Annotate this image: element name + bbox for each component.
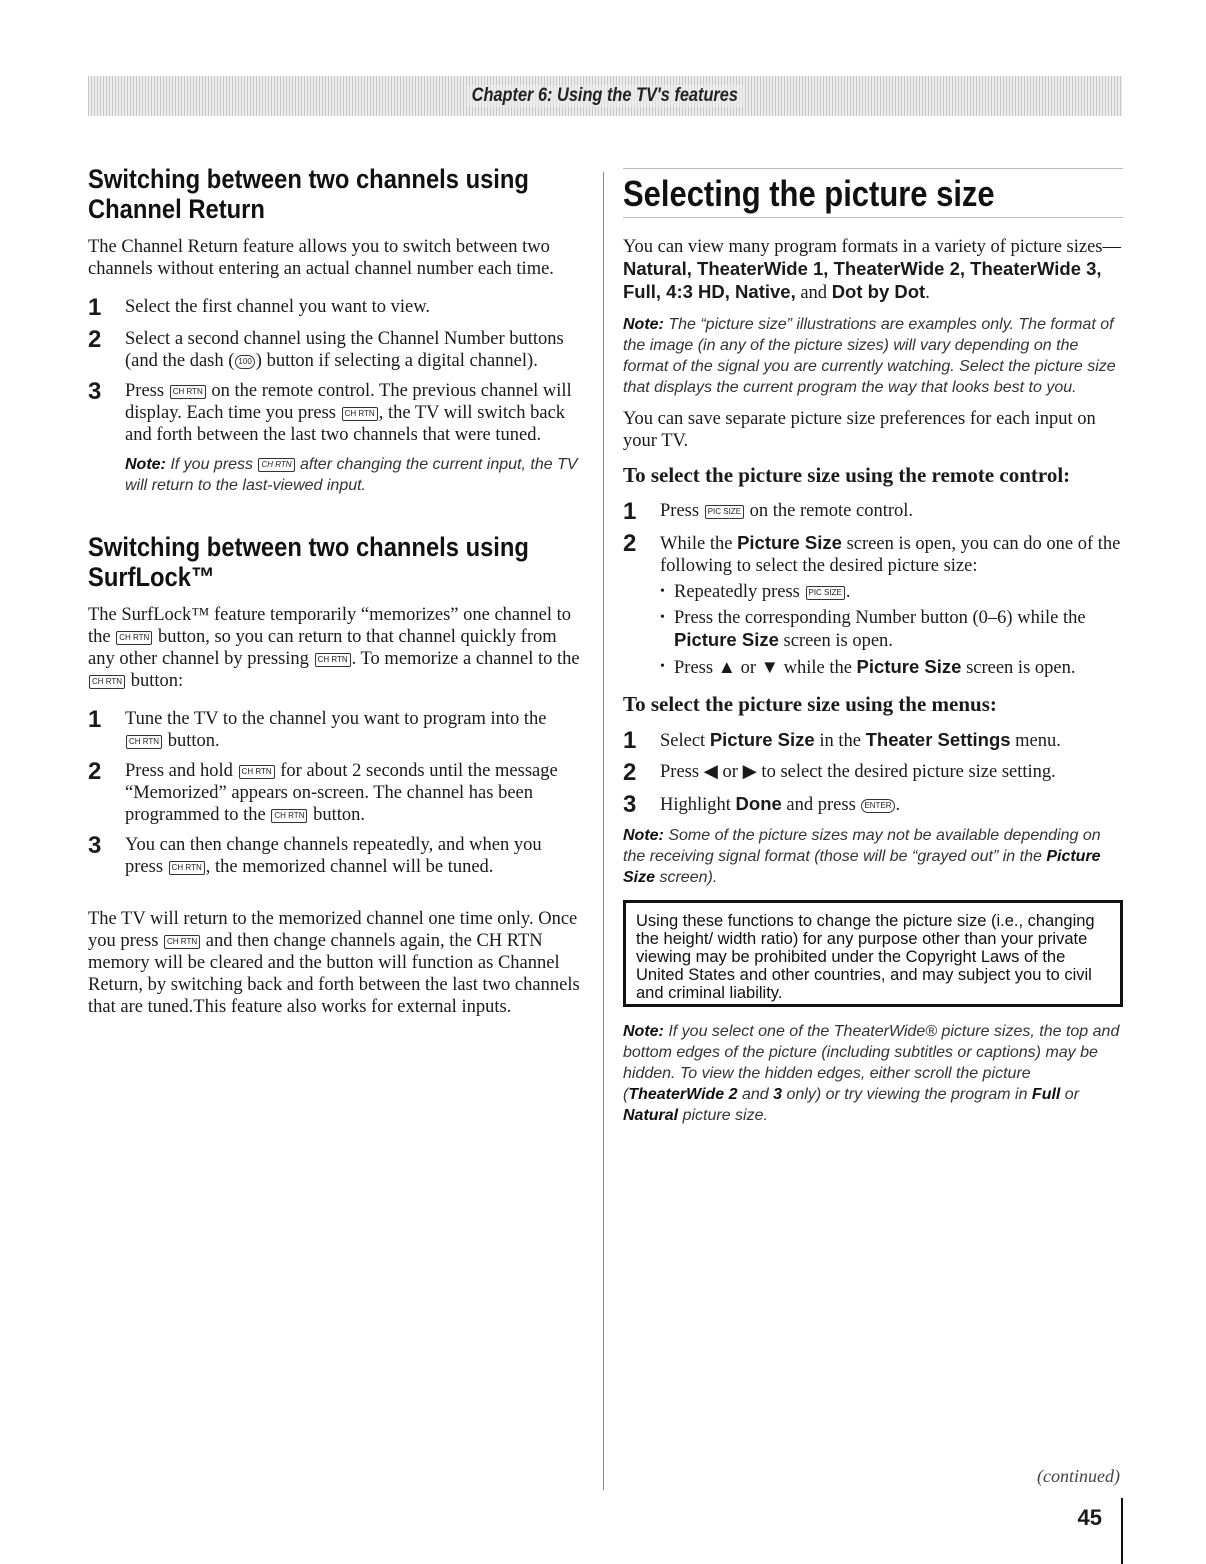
list-item (88, 296, 584, 320)
page-number: 45 (1077, 1505, 1102, 1530)
list-item (88, 708, 584, 752)
step-number: 1 (88, 706, 102, 733)
step-number: 1 (88, 294, 102, 321)
pic-size-button-icon: PIC SIZE (705, 505, 744, 519)
ch-rtn-button-icon: CH RTN (342, 407, 378, 421)
picture-size-bullets (660, 581, 1123, 679)
step-number: 2 (88, 758, 102, 785)
pic-size-button-icon: PIC SIZE (806, 586, 845, 600)
ch-rtn-button-icon: CH RTN (126, 735, 162, 749)
remote-control-subheading: To select the picture size using the remote control: (623, 463, 1071, 487)
ch-rtn-button-icon: CH RTN (164, 935, 200, 949)
step-text: Highlight Done and press ENTER . (660, 793, 901, 815)
list-item: • Repeatedly press PIC SIZE . (660, 581, 1123, 603)
step-text: Select Picture Size in the Theater Settings menu. (660, 729, 1061, 751)
surflock-intro: The SurfLock™ feature temporarily “memorizes” one channel to the CH RTN button, so you can return to that channel quickly from any other channel by pressing CH RTN . To memorize a channel to the CH RTN button: (88, 605, 580, 691)
left-column (88, 164, 584, 1018)
step-text: Select a second channel using the Channel Number buttons (and the dash ( 100 ) button if selecting a digital channel). (125, 329, 564, 371)
continued-label: (continued) (1037, 1466, 1120, 1486)
chapter-title: Chapter 6: Using the TV's features (467, 85, 744, 107)
ch-rtn-button-icon: CH RTN (170, 385, 206, 399)
step-text: Select the first channel you want to view. (125, 297, 430, 317)
list-item (623, 793, 1123, 817)
section-title-surflock: Switching between two channels using SurfLock™ (88, 532, 529, 592)
list-item (623, 729, 1123, 753)
menus-subheading: To select the picture size using the menus: (623, 692, 997, 716)
channel-return-intro: The Channel Return feature allows you to switch between two channels without entering an actual channel number each time. (88, 237, 554, 279)
ch-rtn-button-icon: CH RTN (315, 653, 351, 667)
availability-note: Note: Some of the picture sizes may not be available depending on the receiving signal format (those will be “grayed out” in the Picture Size screen). (623, 827, 1101, 886)
remote-steps (623, 500, 1123, 679)
list-item (623, 761, 1123, 785)
section-title-channel-return: Switching between two channels using Channel Return (88, 164, 529, 224)
step-number: 3 (88, 832, 102, 859)
step-text: You can then change channels repeatedly, and when you press CH RTN , the memorized channel will be tuned. (125, 835, 542, 877)
ch-rtn-button-icon: CH RTN (116, 631, 152, 645)
list-item (623, 532, 1123, 577)
enter-button-icon: ENTER (861, 799, 894, 813)
step-text: Press CH RTN on the remote control. The previous channel will display. Each time you press CH RTN , the TV will switch back and forth between the last two channels that were tuned. (125, 381, 572, 445)
list-item: • Press ▲ or ▼ while the Picture Size screen is open. (660, 656, 1123, 679)
channel-return-note: Note: If you press CH RTN after changing the current input, the TV will return to the last-viewed input. (125, 456, 578, 494)
list-item: • Press the corresponding Number button (0–6) while the Picture Size screen is open. (660, 607, 1123, 652)
step-text: Press PIC SIZE on the remote control. (660, 501, 914, 521)
channel-return-steps (88, 296, 584, 446)
copyright-warning-text: Using these functions to change the picture size (i.e., changing the height/ width ratio) for any purpose other than your private viewing may be prohibited under the Copyright Laws of the United States and other countries, and may subject you to civil and criminal liability. (636, 912, 1095, 1002)
column-divider (603, 172, 604, 1490)
chapter-header (88, 76, 1122, 116)
picture-size-heading-rule (623, 168, 1123, 218)
right-column (623, 168, 1123, 1126)
picture-size-note: Note: The “picture size” illustrations are examples only. The format of the image (in any of the picture sizes) will vary depending on the format of the signal you are currently watching. Select the picture size that displays the current program the way that looks best to you. (623, 316, 1116, 396)
step-number: 2 (88, 326, 102, 353)
step-number: 2 (623, 759, 637, 786)
step-text: Press and hold CH RTN for about 2 seconds until the message “Memorized” appears on-screen. The channel has been programmed to the CH RTN button. (125, 761, 558, 825)
ch-rtn-button-icon: CH RTN (258, 458, 294, 472)
list-item (623, 500, 1123, 524)
list-item (88, 760, 584, 826)
step-number: 2 (623, 530, 637, 557)
ch-rtn-button-icon: CH RTN (239, 765, 275, 779)
surflock-outro: The TV will return to the memorized channel one time only. Once you press CH RTN and then change channels again, the CH RTN memory will be cleared and the button will function as Channel Return, by switching back and forth between the last two channels that are tuned.This feature also works for external inputs. (88, 909, 580, 1017)
step-text: Press ◀ or ▶ to select the desired picture size setting. (660, 762, 1056, 782)
menu-steps (623, 729, 1123, 817)
page-title: Selecting the picture size (623, 173, 995, 214)
dash-100-button-icon: 100 (235, 355, 254, 369)
step-text: Tune the TV to the channel you want to program into the CH RTN button. (125, 709, 547, 751)
save-preference-text: You can save separate picture size preferences for each input on your TV. (623, 409, 1096, 451)
copyright-warning-box (623, 900, 1123, 1007)
step-text: While the Picture Size screen is open, you can do one of the following to select the desired picture size: (660, 532, 1121, 576)
ch-rtn-button-icon: CH RTN (169, 861, 205, 875)
list-item (88, 328, 584, 372)
ch-rtn-button-icon: CH RTN (89, 675, 125, 689)
list-item (88, 834, 584, 878)
surflock-steps (88, 708, 584, 878)
step-number: 1 (623, 498, 637, 525)
step-number: 3 (88, 378, 102, 405)
step-number: 1 (623, 727, 637, 754)
list-item (88, 380, 584, 446)
page-number-rule (1121, 1498, 1123, 1564)
step-number: 3 (623, 791, 637, 818)
ch-rtn-button-icon: CH RTN (271, 809, 307, 823)
picture-size-intro: You can view many program formats in a variety of picture sizes—Natural, TheaterWide 1, TheaterWide 2, TheaterWide 3, Full, 4:3 HD, Native, and Dot by Dot. (623, 237, 1122, 303)
theaterwide-note: Note: If you select one of the TheaterWide® picture sizes, the top and bottom edges of the picture (including subtitles or captions) may be hidden. To view the hidden edges, either scroll the picture (TheaterWide 2 and 3 only) or try viewing the program in Full or Natural picture size. (623, 1023, 1120, 1124)
